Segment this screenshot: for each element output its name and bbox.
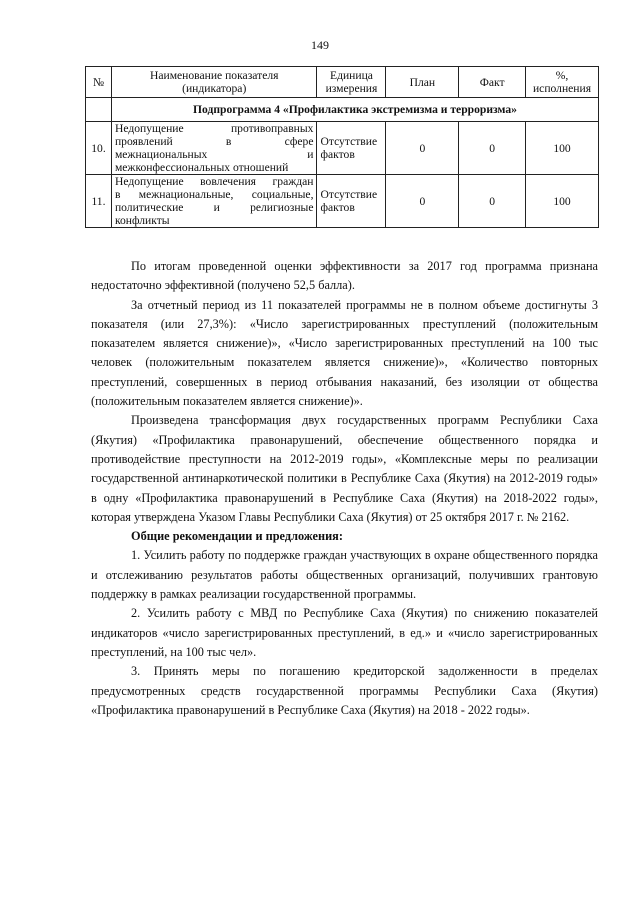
header-percent: %, исполнения — [526, 67, 599, 98]
page-number: 149 — [311, 38, 329, 52]
plan-value: 0 — [386, 122, 459, 175]
header-indicator-name: Наименование показателя (индикатора) — [111, 67, 317, 98]
recommendation-3: 3. Принять меры по погашению кредиторской задолженности в пределах предусмотренных средств государственной программы Республики Саха (Якутия) «Профилактика правонарушений в Республике Саха (Якутия) на 2018 - 2022 годы». — [91, 664, 598, 717]
table-header-row — [86, 67, 599, 98]
recommendation-2: 2. Усилить работу с МВД по Республике Саха (Якутия) по снижению показателей индикаторов «число зарегистрированных преступлений, в ед.» и «число зарегистрированных преступлений, на 100 тыс чел». — [91, 606, 598, 659]
plan-value: 0 — [386, 175, 459, 228]
fact-value: 0 — [459, 122, 526, 175]
paragraph-efficiency: По итогам проведенной оценки эффективности за 2017 год программа признана недостаточно эффективной (получено 52,5 балла). — [91, 259, 598, 293]
paragraph-transformation: Произведена трансформация двух государственных программ Республики Саха (Якутия) «Профилактика правонарушений, обеспечение общественного порядка и противодействие преступности на 2012-2019 годы», «Комплексные меры по реализации государственной антинаркотической политики в Республике Саха (Якутия) на 2012-2019 годы» в одну «Профилактика правонарушений в Республике Саха (Якутия) на 2018-2022 годы», которая утверждена Указом Главы Республики Саха (Якутия) от 25 октября 2017 г. № 2162. — [91, 413, 598, 524]
header-plan: План — [386, 67, 459, 98]
subprogram-title: Подпрограмма 4 «Профилактика экстремизма и терроризма» — [111, 98, 598, 122]
indicator-unit: Отсутствие фактов — [317, 122, 386, 175]
recommendation-1: 1. Усилить работу по поддержке граждан участвующих в охране общественного порядка и отслеживанию результатов работы общественных организаций, получивших грантовую поддержку в рамках реализации государственной программы. — [91, 548, 598, 602]
body-text — [91, 257, 598, 720]
paragraph-indicators: За отчетный период из 11 показателей программы не в полном объеме достигнуты 3 показателя (или 27,3%): «Число зарегистрированных преступлений (положительным показателем является снижение)», «Число зарегистрированных преступлений на 100 тыс человек (положительным показателем является снижение)», «Количество повторных преступлений, совершенных в период отбывания наказаний, без изоляции от общества (положительным показателем является снижение)». — [91, 297, 598, 409]
percent-value: 100 — [526, 175, 599, 228]
subprogram-row — [86, 98, 599, 122]
indicators-table — [85, 66, 599, 228]
recommendations-heading: Общие рекомендации и предложения: — [131, 529, 343, 544]
percent-value: 100 — [526, 122, 599, 175]
row-number: 11. — [86, 175, 112, 228]
row-number: 10. — [86, 122, 112, 175]
header-number: № — [86, 67, 112, 98]
indicator-name: Недопущение противоправных проявлений в сфере межнациональных и межконфессиональных отношений — [111, 122, 317, 175]
header-unit: Единица измерения — [317, 67, 386, 98]
header-fact: Факт — [459, 67, 526, 98]
table-row — [86, 122, 599, 175]
indicator-name: Недопущение вовлечения граждан в межнациональные, социальные, политические и религиозные конфликты — [111, 175, 317, 228]
indicator-unit: Отсутствие фактов — [317, 175, 386, 228]
table-row — [86, 175, 599, 228]
fact-value: 0 — [459, 175, 526, 228]
